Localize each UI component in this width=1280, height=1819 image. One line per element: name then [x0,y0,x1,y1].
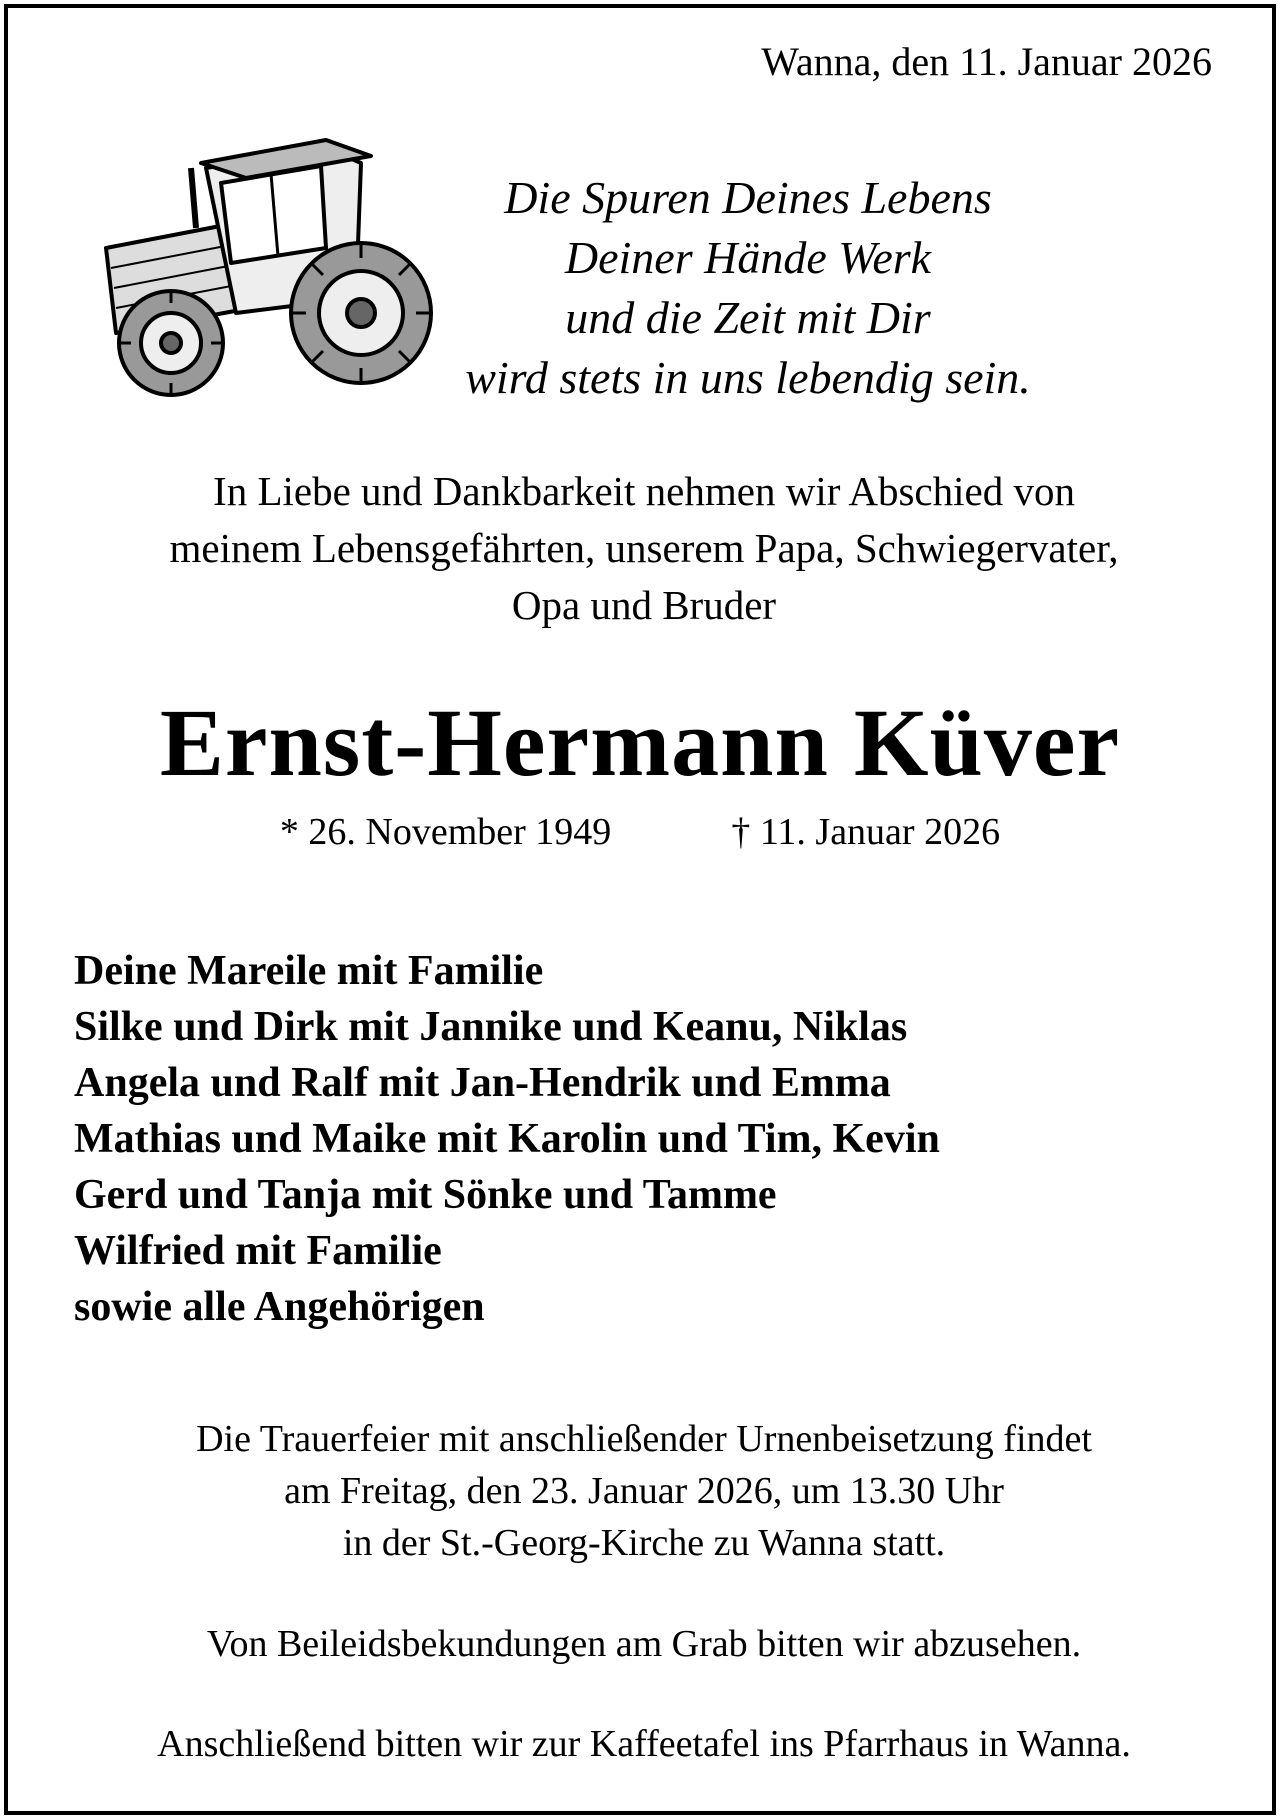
birth-date: * 26. November 1949 [279,811,612,853]
deceased-name: Ernst-Hermann Küver [159,689,1121,796]
intro-line: Opa und Bruder [511,582,777,628]
mourner-line: Deine Mareile mit Familie [74,948,544,994]
condolence-note: Von Beileidsbekundungen am Grab bitten wir abzusehen. [206,1623,1082,1665]
verse-line: wird stets in uns lebendig sein. [465,352,1031,403]
funeral-service-info [48,1413,1240,1569]
service-line: Die Trauerfeier mit anschließender Urnenbeisetzung findet [196,1418,1092,1460]
tractor-icon [86,128,446,408]
coffee-note: Anschließend bitten wir zur Kaffeetafel ins Pfarrhaus in Wanna. [157,1723,1131,1765]
farewell-intro [48,463,1240,634]
obituary-notice [4,4,1276,1815]
mourner-line: Angela und Ralf mit Jan-Hendrik und Emma [74,1060,891,1106]
place-date: Wanna, den 11. Januar 2026 [761,39,1212,84]
mourner-line: Silke und Dirk mit Jannike und Keanu, Niklas [74,1004,908,1050]
intro-line: meinem Lebensgefährten, unserem Papa, Schwiegervater, [169,525,1119,571]
service-line: am Freitag, den 23. Januar 2026, um 13.30 Uhr [284,1470,1004,1512]
service-line: in der St.-Georg-Kirche zu Wanna statt. [342,1522,946,1564]
intro-line: In Liebe und Dankbarkeit nehmen wir Abschied von [213,468,1075,514]
verse-line: und die Zeit mit Dir [565,292,931,343]
mourner-line: Gerd und Tanja mit Sönke und Tamme [74,1172,777,1218]
mourner-line: Wilfried mit Familie [74,1228,442,1274]
memorial-verse [428,168,1068,408]
life-dates [8,808,1272,856]
verse-line: Deiner Hände Werk [564,232,932,283]
verse-line: Die Spuren Deines Lebens [504,172,992,223]
mourner-line: sowie alle Angehörigen [74,1284,485,1330]
mourner-line: Mathias und Maike mit Karolin und Tim, Kevin [74,1116,940,1162]
mourners-list [74,943,1224,1335]
death-date: † 11. Januar 2026 [731,811,1001,853]
